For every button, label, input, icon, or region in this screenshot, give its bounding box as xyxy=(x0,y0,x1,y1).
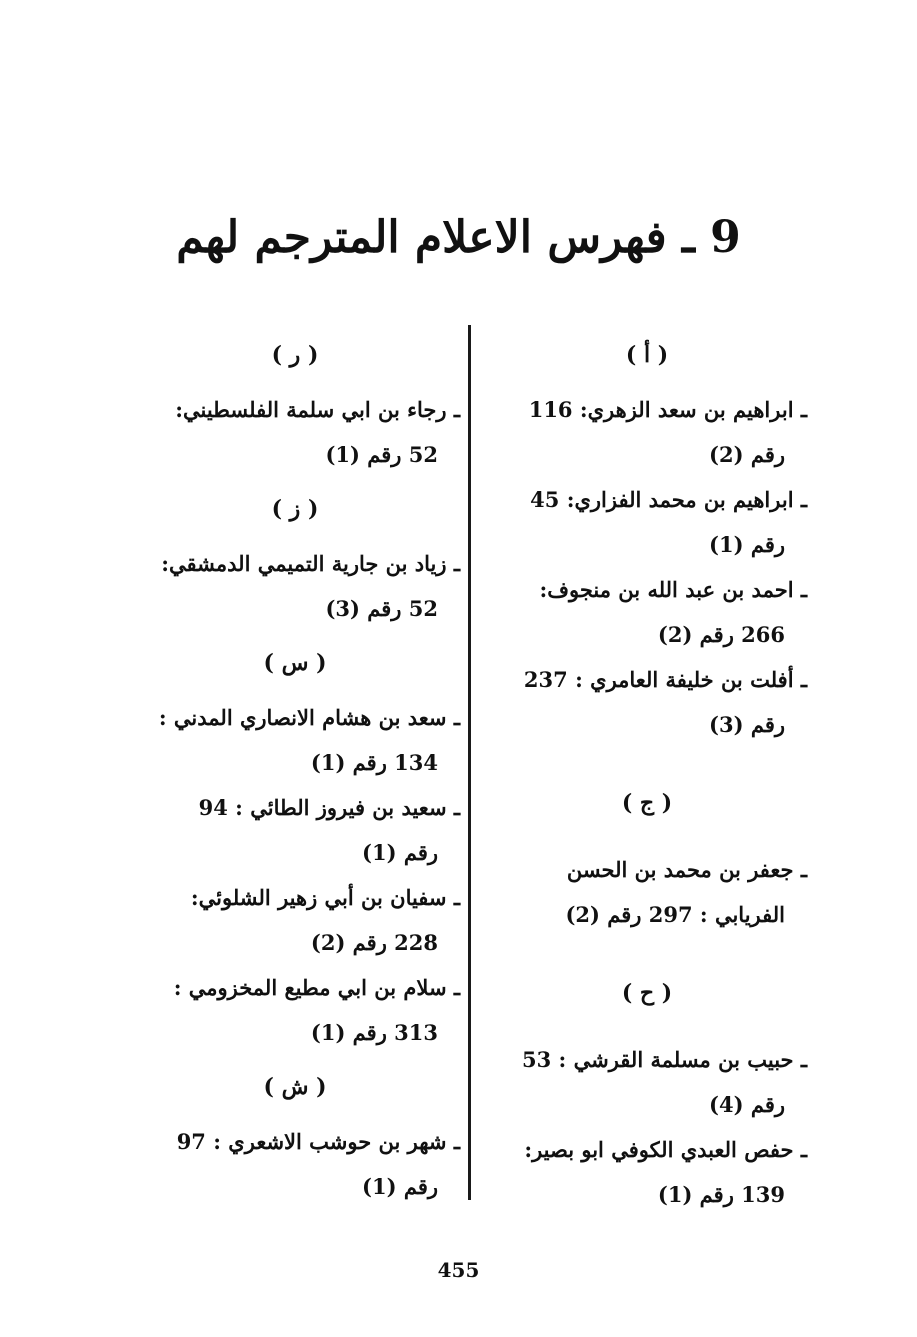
page-title: 9 ـ فهرس الاعلام المترجم لهم xyxy=(176,212,741,263)
entry-name: ـ سعيد بن فيروز الطائي : 94 xyxy=(198,795,460,820)
index-entry xyxy=(130,785,460,875)
entry-name: ـ حبيب بن مسلمة القرشي : 53 xyxy=(522,1047,807,1072)
index-entry xyxy=(130,875,460,965)
entry-name: ـ ابراهيم بن سعد الزهري: 116 xyxy=(528,397,807,422)
entry-reference: رقم (1) xyxy=(362,840,438,865)
entry-name: ـ ابراهيم بن محمد الفزاري: 45 xyxy=(530,487,807,512)
index-entry xyxy=(130,965,460,1055)
column-divider xyxy=(468,325,471,1200)
entry-reference: 139 رقم (1) xyxy=(657,1182,785,1207)
index-entry xyxy=(487,657,807,747)
section-letter-sin: ( س ) xyxy=(263,650,327,676)
entry-name: ـ رجاء بن ابي سلمة الفلسطيني: xyxy=(175,397,460,422)
entry-name: ـ أفلت بن خليفة العامري : 237 xyxy=(523,667,807,692)
entry-reference: 266 رقم (2) xyxy=(657,622,785,647)
index-entry xyxy=(130,695,460,785)
entry-reference: 134 رقم (1) xyxy=(310,750,438,775)
entry-name: ـ سفيان بن أبي زهير الشلوئي: xyxy=(190,885,460,910)
entry-name: ـ سعد بن هشام الانصاري المدني : xyxy=(158,705,460,730)
index-entry xyxy=(487,1127,807,1217)
index-entry xyxy=(487,477,807,567)
entry-name: ـ زياد بن جارية التميمي الدمشقي: xyxy=(161,551,460,576)
index-entry xyxy=(487,387,807,477)
entry-reference: 52 رقم (1) xyxy=(325,442,438,467)
section-letter-ra: ( ر ) xyxy=(271,342,319,368)
entry-reference: رقم (3) xyxy=(709,712,785,737)
section-letter-ha: ( ح ) xyxy=(621,980,673,1006)
index-entry xyxy=(487,1037,807,1127)
entry-name: ـ جعفر بن محمد بن الحسن xyxy=(566,857,807,882)
index-entry xyxy=(130,541,460,631)
entry-reference: 228 رقم (2) xyxy=(310,930,438,955)
index-entry xyxy=(130,1119,460,1209)
entry-reference: الفريابي : 297 رقم (2) xyxy=(565,902,785,927)
entry-reference: رقم (2) xyxy=(709,442,785,467)
entry-reference: 313 رقم (1) xyxy=(310,1020,438,1045)
section-letter-zay: ( ز ) xyxy=(271,496,319,522)
index-entry xyxy=(130,387,460,477)
entry-reference: رقم (1) xyxy=(709,532,785,557)
section-letter-shin: ( ش ) xyxy=(263,1074,327,1100)
entry-reference: رقم (4) xyxy=(709,1092,785,1117)
entry-name: ـ سلام بن ابي مطيع المخزومي : xyxy=(173,975,460,1000)
entry-name: ـ حفص العبدي الكوفي ابو بصير: xyxy=(524,1137,807,1162)
entry-name: ـ احمد بن عبد الله بن منجوف: xyxy=(539,577,807,602)
index-entry xyxy=(487,567,807,657)
index-entry xyxy=(487,847,807,937)
page-number: 455 xyxy=(437,1258,480,1282)
entry-name: ـ شهر بن حوشب الاشعري : 97 xyxy=(176,1129,460,1154)
section-letter-jim: ( ج ) xyxy=(621,790,673,816)
index-column-left xyxy=(130,335,460,1209)
section-letter-alif: ( أ ) xyxy=(625,342,669,368)
index-column-right xyxy=(487,335,807,1217)
entry-reference: 52 رقم (3) xyxy=(325,596,438,621)
entry-reference: رقم (1) xyxy=(362,1174,438,1199)
